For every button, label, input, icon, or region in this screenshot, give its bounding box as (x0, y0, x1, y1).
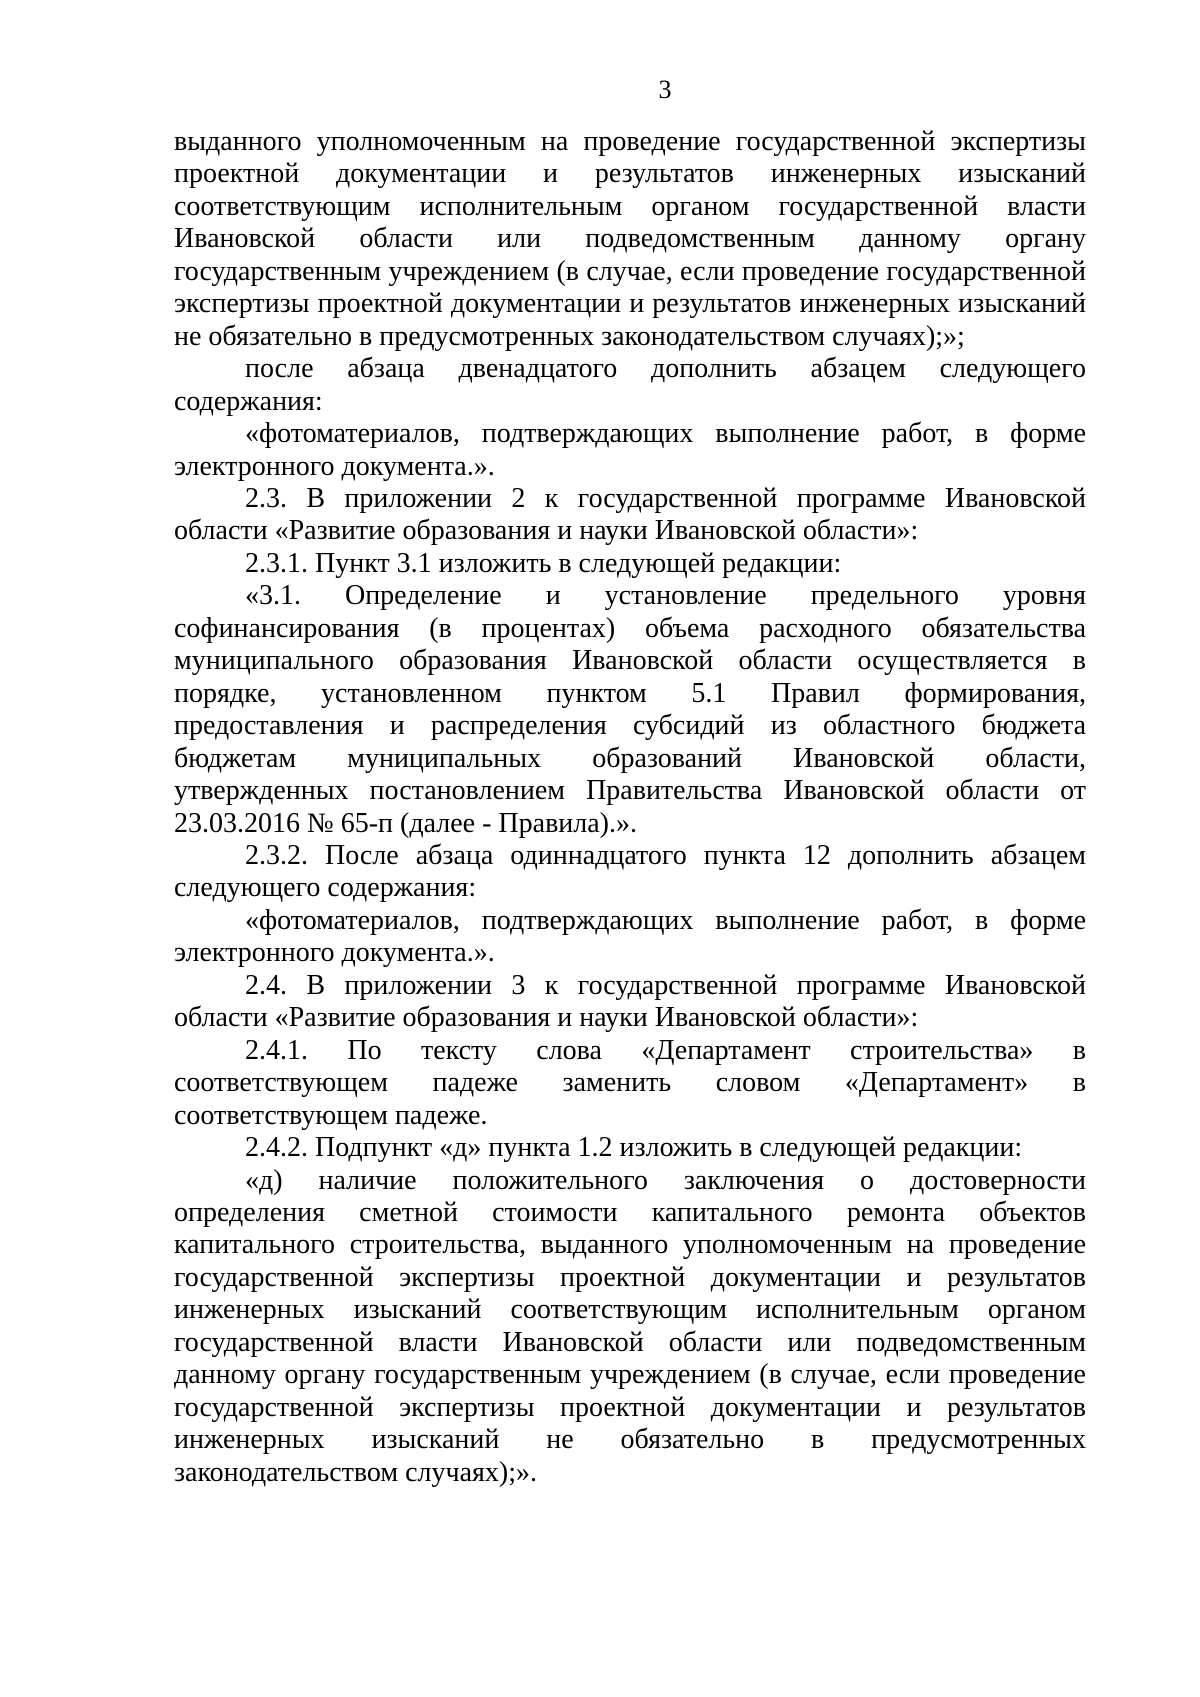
page-number: 3 (658, 75, 672, 104)
paragraph-2-3-1: 2.3.1. Пункт 3.1 изложить в следующей редакции: (245, 547, 842, 579)
paragraph-2-4-1: 2.4.1. По тексту слова «Департамент строительства» в соответствующем падеже заменить словом «Департамент» в соответствующем падеже. (174, 1034, 1086, 1131)
paragraph-2-4-2: 2.4.2. Подпункт «д» пункта 1.2 изложить в следующей редакции: (245, 1132, 1023, 1164)
paragraph-after-twelfth: после абзаца двенадцатого дополнить абзацем следующего содержания: (174, 353, 1086, 417)
paragraph-continuation: выданного уполномоченным на проведение государственной экспертизы проектной документации и результатов инженерных изысканий соответствующим исполнительным органом государственной власти Ивановской области или подведомственным данному органу государственным учреждением (в случае, если проведение государственной экспертизы проектной документации и результатов инженерных изысканий не обязательно в предусмотренных законодательством случаях);»; (174, 126, 1086, 352)
paragraph-2-3-2: 2.3.2. После абзаца одиннадцатого пункта 12 дополнить абзацем следующего содержания: (174, 839, 1086, 904)
paragraph-2-3: 2.3. В приложении 2 к государственной программе Ивановской области «Развитие образования и науки Ивановской области»: (174, 482, 1086, 547)
paragraph-photomaterials-1: «фотоматериалов, подтверждающих выполнение работ, в форме электронного документа.». (174, 418, 1086, 482)
paragraph-2-4: 2.4. В приложении 3 к государственной программе Ивановской области «Развитие образования и науки Ивановской области»: (174, 969, 1086, 1034)
paragraph-subpoint-d: «д) наличие положительного заключения о достоверности определения сметной стоимости капитального ремонта объектов капитального строительства, выданного уполномоченным на проведение государственной экспертизы проектной документации и результатов инженерных изысканий соответствующим исполнительным органом государственной власти Ивановской области или подведомственным данному органу государственным учреждением (в случае, если проведение государственной экспертизы проектной документации и результатов инженерных изысканий не обязательно в предусмотренных законодательством случаях);». (174, 1164, 1086, 1488)
paragraph-photomaterials-2: «фотоматериалов, подтверждающих выполнение работ, в форме электронного документа.». (174, 904, 1086, 969)
paragraph-3-1-text: «3.1. Определение и установление предельного уровня софинансирования (в процентах) объема расходного обязательства муниципального образования Ивановской области осуществляется в порядке, установленном пунктом 5.1 Правил формирования, предоставления и распределения субсидий из областного бюджета бюджетам муниципальных образований Ивановской области, утвержденных постановлением Правительства Ивановской области от 23.03.2016 № 65-п (далее - Правила).». (174, 580, 1086, 839)
document-body (174, 126, 1086, 1489)
